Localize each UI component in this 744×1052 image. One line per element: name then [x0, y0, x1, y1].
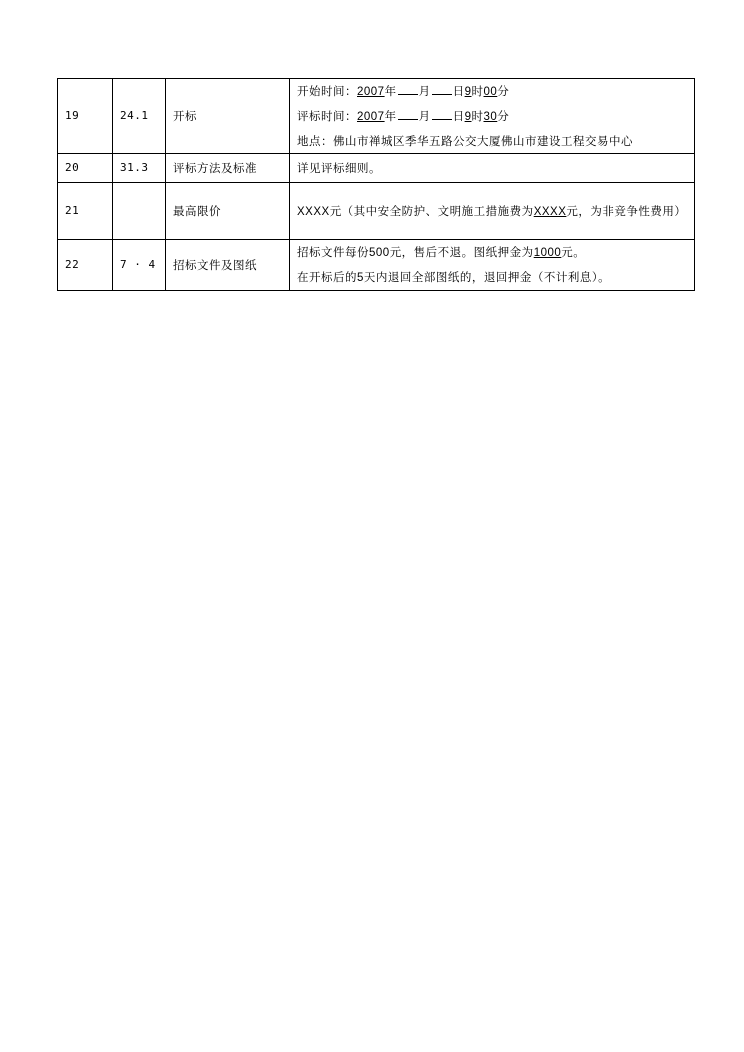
price-limit-text: XXXX元（其中安全防护、文明施工措施费为XXXX元，为非竞争性费用）: [297, 203, 687, 218]
item-name: 招标文件及图纸: [166, 240, 290, 291]
item-content: [290, 240, 695, 291]
item-name: 评标方法及标准: [166, 154, 290, 183]
table-row: [58, 183, 695, 240]
row-number: 19: [58, 79, 113, 154]
item-content: [290, 79, 695, 154]
item-content: [290, 183, 695, 240]
clause-number: 7 · 4: [113, 240, 166, 291]
document-fee-line: 招标文件每份500元，售后不退。图纸押金为1000元。: [297, 245, 586, 259]
month-blank: [398, 107, 418, 120]
clause-number: 24.1: [113, 79, 166, 154]
eval-time-line: 评标时间：2007年 月 日9时30分: [297, 109, 510, 123]
item-name: 开标: [166, 79, 290, 154]
row-number: 21: [58, 183, 113, 240]
row-number: 22: [58, 240, 113, 291]
item-content: 详见评标细则。: [290, 154, 695, 183]
clause-number: 31.3: [113, 154, 166, 183]
bid-info-table: [57, 78, 695, 291]
month-blank: [398, 82, 418, 95]
table-row: [58, 79, 695, 154]
day-blank: [432, 82, 452, 95]
table-row: [58, 240, 695, 291]
clause-number: [113, 183, 166, 240]
start-time-line: 开始时间：2007年 月 日9时00分: [297, 84, 510, 98]
deposit-refund-line: 在开标后的5天内退回全部图纸的，退回押金（不计利息）。: [297, 270, 611, 284]
row-number: 20: [58, 154, 113, 183]
item-name: 最高限价: [166, 183, 290, 240]
day-blank: [432, 107, 452, 120]
location-line: 地点：佛山市禅城区季华五路公交大厦佛山市建设工程交易中心: [297, 134, 633, 148]
table-row: [58, 154, 695, 183]
